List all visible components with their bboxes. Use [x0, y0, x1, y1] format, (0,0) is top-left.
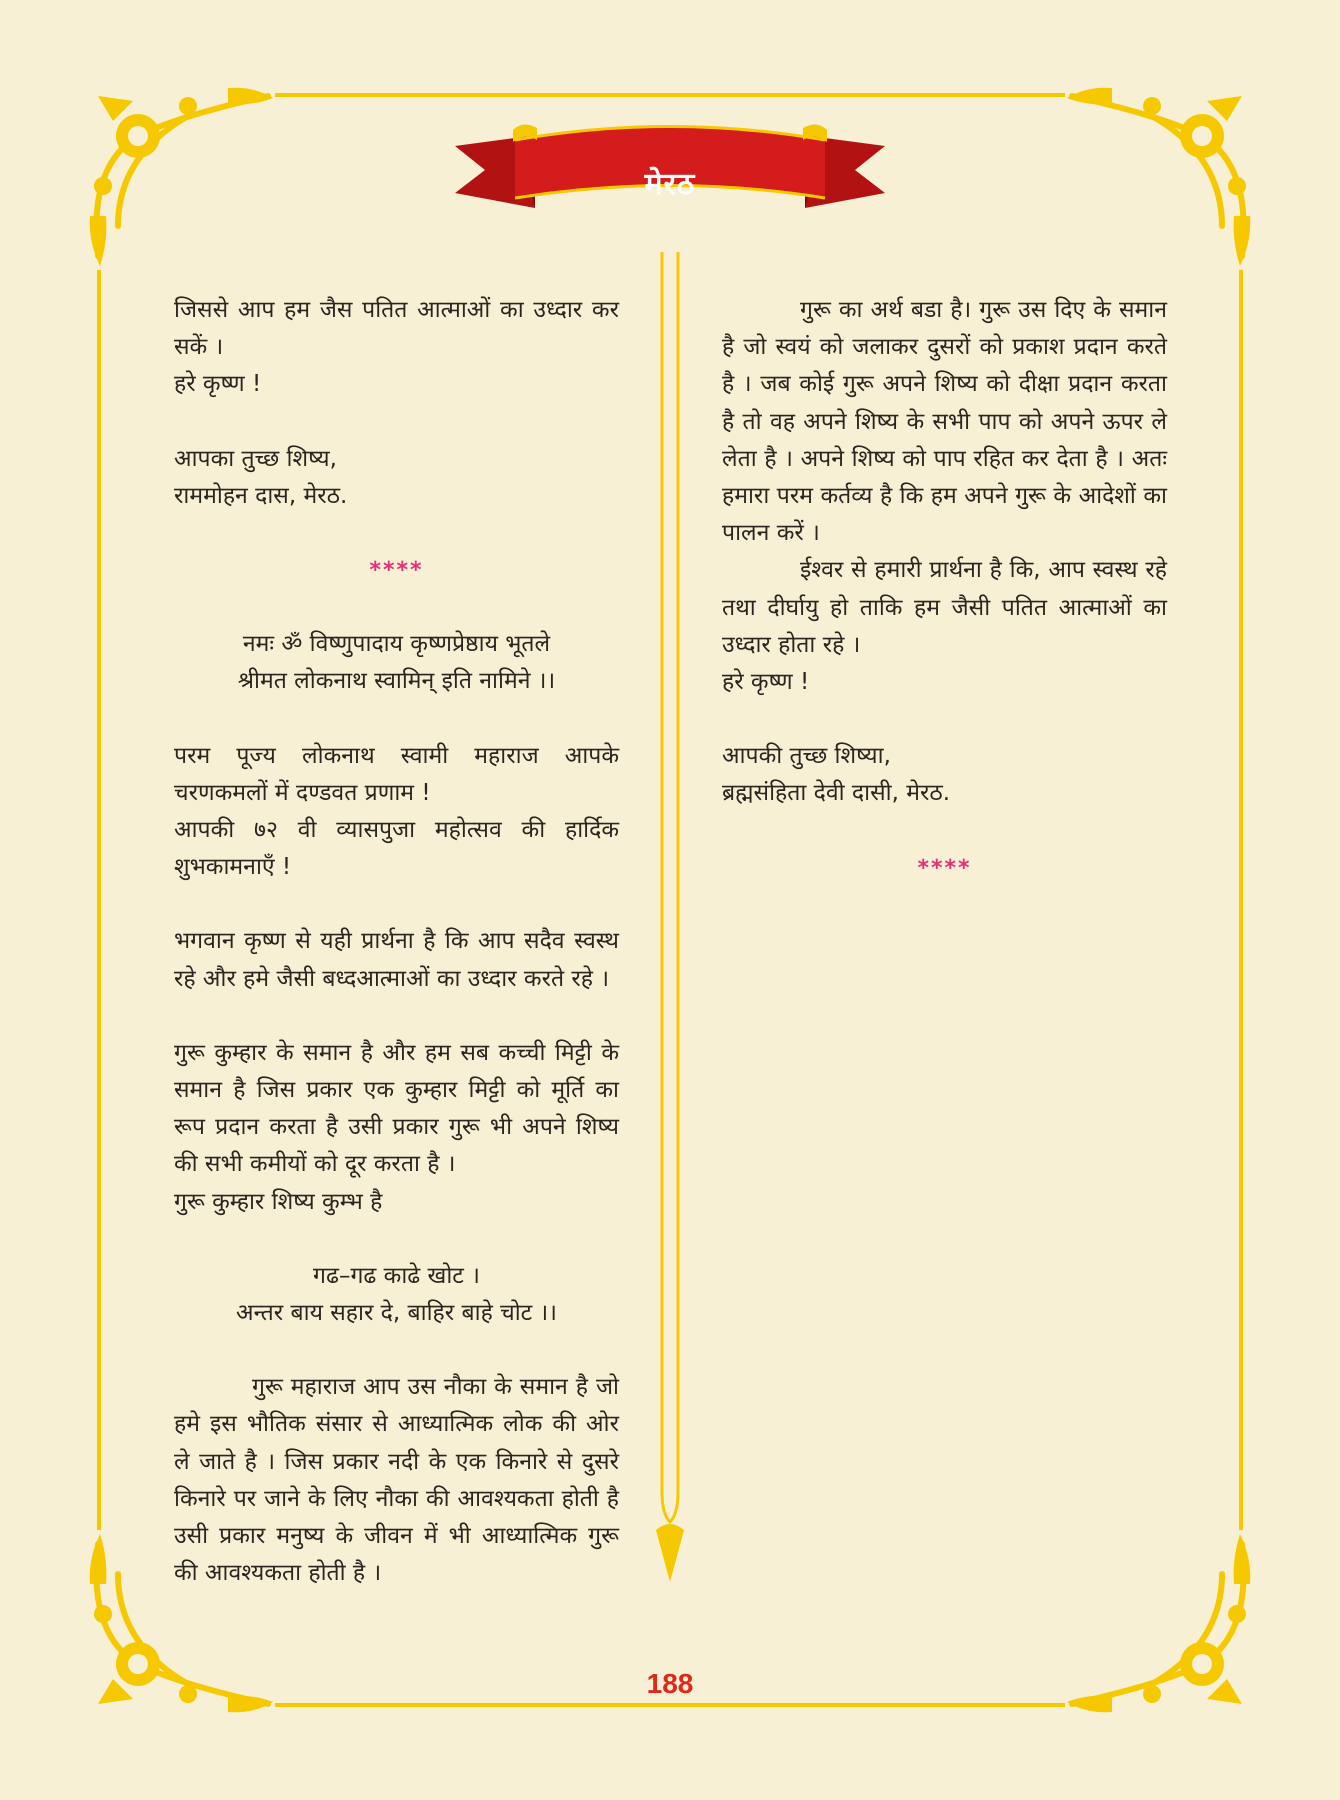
paragraph-gap	[174, 998, 619, 1035]
paragraph: गुरू कुम्हार के समान है और हम सब कच्ची मिट्टी के समान है जिस प्रकार एक कुम्हार मिट्टी को मूर्ति का रूप प्रदान करता है उसी प्रकार गुरू भी अपने शिष्य की सभी कमीयों को दूर करता है ।	[174, 1039, 619, 1178]
paragraph-gap	[174, 886, 619, 923]
section-separator-stars: ****	[369, 558, 424, 584]
paragraph: जिससे आप हम जैस पतित आत्माओं का उध्दार कर सकें ।	[174, 297, 619, 361]
paragraph: आपकी तुच्छ शिष्या,	[722, 743, 891, 770]
paragraph: गढ–गढ काढे खोट ।	[313, 1262, 480, 1289]
paragraph-gap	[722, 813, 1167, 850]
paragraph: हरे कृष्ण !	[174, 371, 262, 398]
paragraph-gap	[174, 404, 619, 441]
paragraph: श्रीमत लोकनाथ स्वामिन् इति नामिने ।।	[237, 668, 556, 695]
paragraph: गुरू कुम्हार शिष्य कुम्भ है	[174, 1188, 383, 1215]
paragraph: भगवान कृष्ण से यही प्रार्थना है कि आप सदैव स्वस्थ रहे और हमे जैसी बध्दआत्माओं का उध्दार करते रहे ।	[174, 928, 619, 992]
paragraph: ईश्वर से हमारी प्रार्थना है कि, आप स्वस्थ रहे तथा दीर्घायु हो ताकि हम जैसी पतित आत्माओं का उध्दार होता रहे ।	[722, 557, 1167, 658]
page-title: मेरठ	[644, 167, 696, 202]
border-bottom-line	[275, 1703, 1065, 1707]
right-column	[722, 292, 1167, 887]
border-right-line	[1239, 270, 1243, 1530]
paragraph: परम पूज्य लोकनाथ स्वामी महाराज आपके चरणकमलों में दण्डवत प्रणाम !	[174, 742, 619, 806]
paragraph-gap	[174, 701, 619, 738]
paragraph: नमः ॐ विष्णुपादाय कृष्णप्रेष्ठाय भूतले	[242, 631, 551, 658]
border-top-line	[275, 93, 1065, 97]
paragraph: अन्तर बाय सहार दे, बाहिर बाहे चोट ।।	[236, 1300, 557, 1327]
column-divider	[640, 252, 700, 1592]
paragraph-gap	[722, 701, 1167, 738]
paragraph-gap	[174, 1221, 619, 1258]
paragraph: ब्रह्मसंहिता देवी दासी, मेरठ.	[722, 780, 951, 807]
paragraph-gap	[174, 1332, 619, 1369]
paragraph: गुरू महाराज आप उस नौका के समान है जो हमे इस भौतिक संसार से आध्यात्मिक लोक की ओर ले जाते है । जिस प्रकार नदी के एक किनारे से दुसरे किनारे पर जाने के लिए नौका की आवश्यकता होती है उसी प्रकार मनुष्य के जीवन में भी आध्यात्मिक गुरू की आवश्यकता होती है ।	[174, 1374, 619, 1587]
paragraph-gap	[174, 515, 619, 552]
paragraph: आपका तुच्छ शिष्य,	[174, 445, 337, 472]
section-separator-stars: ****	[917, 855, 972, 881]
page-number: 188	[646, 1668, 694, 1699]
paragraph: आपकी ७२ वी व्यासपुजा महोत्सव की हार्दिक शुभकामनाएँ !	[174, 817, 619, 881]
paragraph: हरे कृष्ण !	[722, 669, 810, 696]
left-column	[174, 292, 619, 1592]
paragraph-gap	[174, 589, 619, 626]
paragraph: गुरू का अर्थ बडा है। गुरू उस दिए के समान है जो स्वयं को जलाकर दुसरों को प्रकाश प्रदान करते है । जब कोई गुरू अपने शिष्य को दीक्षा प्रदान करता है तो वह अपने शिष्य के सभी पाप को अपने ऊपर ले लेता है । अपने शिष्य को पाप रहित कर देता है । अतः हमारा परम कर्तव्य है कि हम अपने गुरू के आदेशों का पालन करें ।	[722, 297, 1167, 547]
border-left-line	[97, 270, 101, 1530]
paragraph: राममोहन दास, मेरठ.	[174, 482, 348, 509]
